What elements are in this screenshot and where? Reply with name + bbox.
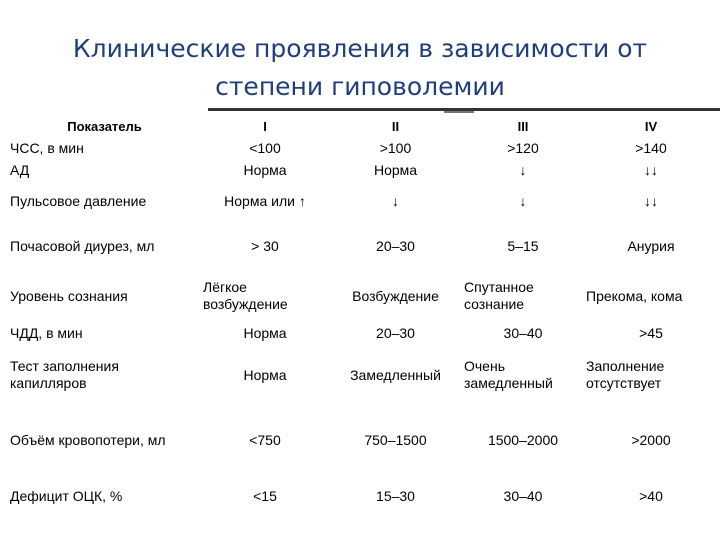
row-label: ЧСС, в мин bbox=[10, 139, 84, 156]
header-degree-2: II bbox=[391, 118, 400, 134]
divider-mark bbox=[444, 111, 474, 113]
table-row bbox=[8, 320, 718, 346]
row-label: Пульсовое давление bbox=[10, 192, 147, 209]
cell-degree-4: Анурия bbox=[627, 237, 675, 254]
cell-degree-1: <750 bbox=[249, 431, 281, 448]
cell-degree-1: > 30 bbox=[251, 237, 279, 254]
cell-degree-4: >140 bbox=[635, 139, 667, 156]
cell-degree-1: Норма bbox=[243, 161, 287, 178]
row-label: ЧДД, в мин bbox=[10, 324, 83, 341]
cell-degree-3: ↓ bbox=[519, 161, 527, 178]
cell-degree-2: 15–30 bbox=[376, 487, 415, 504]
cell-degree-1: Норма или ↑ bbox=[224, 192, 306, 209]
cell-degree-3: Очень замедленный bbox=[464, 358, 553, 391]
cell-degree-1: <15 bbox=[253, 487, 277, 504]
row-label: Тест заполнения капилляров bbox=[10, 358, 119, 391]
cell-degree-3: Спутанное сознание bbox=[464, 279, 534, 312]
row-label: Почасовой диурез, мл bbox=[10, 237, 155, 254]
slide-title-line-2: степени гиповолемии bbox=[215, 72, 505, 101]
table-row bbox=[8, 158, 718, 182]
table-row bbox=[8, 138, 718, 158]
table-row bbox=[8, 346, 718, 404]
cell-degree-4: >40 bbox=[639, 487, 663, 504]
cell-degree-4: >45 bbox=[639, 324, 663, 341]
cell-degree-3: ↓ bbox=[519, 192, 527, 209]
cell-degree-3: 30–40 bbox=[503, 487, 543, 504]
cell-degree-4: >2000 bbox=[631, 431, 671, 448]
cell-degree-3: 5–15 bbox=[507, 237, 539, 254]
table-row bbox=[8, 182, 718, 220]
cell-degree-1: Лёгкое возбуждение bbox=[203, 279, 288, 312]
cell-degree-2: >100 bbox=[379, 139, 412, 156]
cell-degree-3: 1500–2000 bbox=[487, 431, 559, 448]
row-label: АД bbox=[10, 161, 30, 178]
cell-degree-4: ↓↓ bbox=[644, 161, 658, 178]
cell-degree-2: ↓ bbox=[392, 192, 399, 209]
cell-degree-2: Норма bbox=[373, 161, 418, 178]
row-label: Уровень сознания bbox=[10, 287, 128, 304]
cell-degree-3: >120 bbox=[507, 139, 539, 156]
cell-degree-2: Возбуждение bbox=[352, 287, 439, 304]
slide-title-line-1: Клинические проявления в зависимости от bbox=[72, 34, 648, 63]
header-degree-1: I bbox=[263, 118, 267, 134]
row-label: Дефицит ОЦК, % bbox=[10, 487, 123, 504]
cell-degree-2: Замедленный bbox=[350, 366, 441, 383]
table-row bbox=[8, 272, 718, 320]
cell-degree-4: Заполнение отсутствует bbox=[586, 358, 665, 391]
cell-degree-1: <100 bbox=[249, 139, 281, 156]
header-indicator: Показатель bbox=[67, 118, 142, 134]
table-row bbox=[8, 404, 718, 476]
cell-degree-2: 20–30 bbox=[376, 237, 415, 254]
cell-degree-4: ↓↓ bbox=[644, 192, 658, 209]
hypovolemia-table bbox=[8, 114, 718, 516]
header-degree-4: IV bbox=[644, 118, 658, 134]
row-label: Объём кровопотери, мл bbox=[10, 431, 166, 448]
cell-degree-1: Норма bbox=[243, 366, 287, 383]
table-row bbox=[8, 220, 718, 272]
cell-degree-1: Норма bbox=[243, 324, 287, 341]
header-degree-3: III bbox=[517, 118, 529, 134]
cell-degree-2: 750–1500 bbox=[364, 431, 427, 448]
cell-degree-2: 20–30 bbox=[376, 324, 415, 341]
table-header-row bbox=[8, 114, 718, 138]
cell-degree-3: 30–40 bbox=[503, 324, 543, 341]
cell-degree-4: Прекома, кома bbox=[586, 287, 683, 304]
slide-title bbox=[0, 30, 720, 106]
table-row bbox=[8, 476, 718, 516]
